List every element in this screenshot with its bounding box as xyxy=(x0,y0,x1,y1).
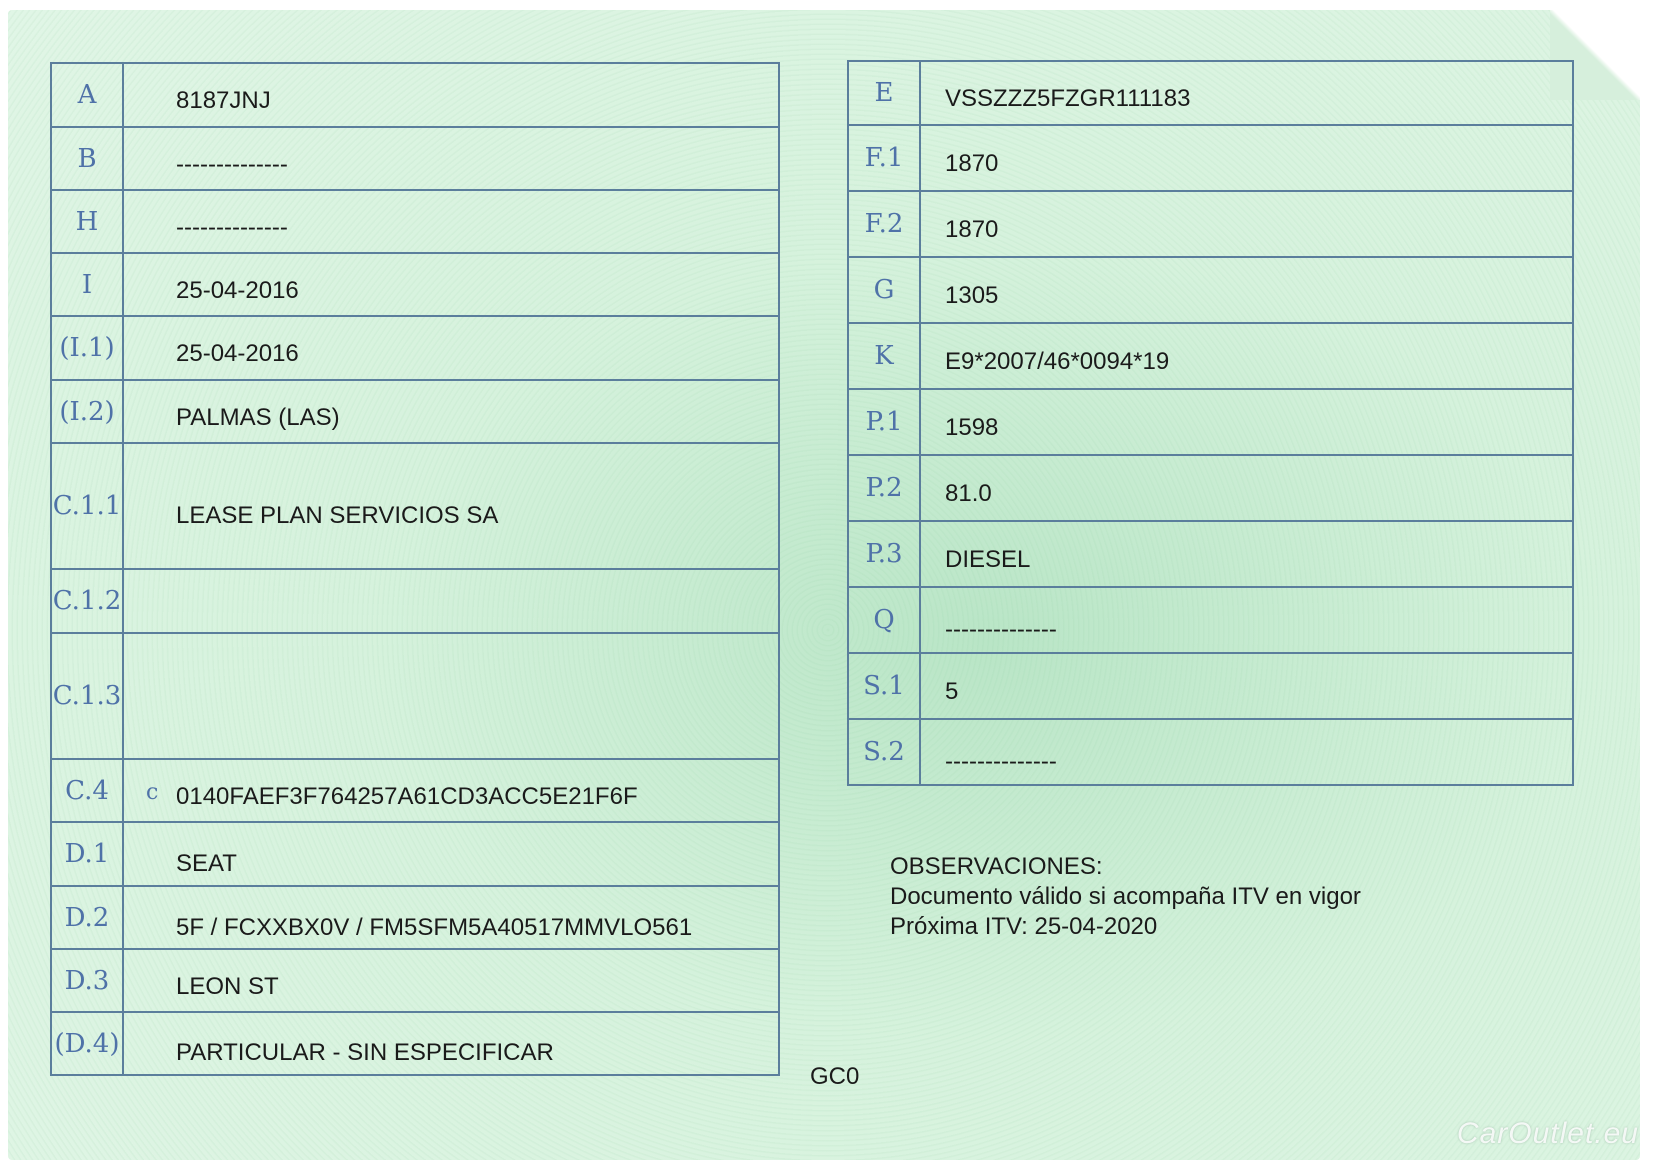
field-row-a xyxy=(51,63,779,127)
field-value xyxy=(123,253,779,316)
field-value-text: PARTICULAR - SIN ESPECIFICAR xyxy=(176,1038,554,1066)
field-value xyxy=(920,719,1573,785)
field-row-p2 xyxy=(848,455,1573,521)
observations-heading: OBSERVACIONES: xyxy=(890,853,1103,880)
field-label: C.1.3 xyxy=(51,633,123,759)
field-row-f2 xyxy=(848,191,1573,257)
field-sublabel: c xyxy=(146,780,159,805)
field-value xyxy=(920,389,1573,455)
field-row-d2 xyxy=(51,886,779,949)
field-label: Q xyxy=(848,587,920,653)
field-value-text xyxy=(124,595,778,607)
field-label: F.2 xyxy=(848,191,920,257)
field-label: C.1.1 xyxy=(51,443,123,569)
field-value xyxy=(123,822,779,886)
field-label: F.1 xyxy=(848,125,920,191)
field-value-text: -------------- xyxy=(176,150,288,178)
field-label: (D.4) xyxy=(51,1012,123,1075)
field-row-d1 xyxy=(51,822,779,886)
field-label: S.2 xyxy=(848,719,920,785)
field-value xyxy=(123,759,779,822)
field-value-text: LEASE PLAN SERVICIOS SA xyxy=(176,502,499,529)
field-value-text: LEON ST xyxy=(176,972,279,1000)
observations-line: Documento válido si acompaña ITV en vigor xyxy=(890,883,1361,910)
field-row-c12 xyxy=(51,569,779,633)
field-value xyxy=(920,191,1573,257)
field-row-p3 xyxy=(848,521,1573,587)
field-label: E xyxy=(848,61,920,125)
field-row-f1 xyxy=(848,125,1573,191)
field-row-q xyxy=(848,587,1573,653)
field-row-b xyxy=(51,127,779,190)
field-value-text: VSSZZZ5FZGR111183 xyxy=(945,85,1191,112)
document-code: GC0 xyxy=(810,1063,860,1090)
field-value-text: DIESEL xyxy=(945,546,1031,573)
field-row-c11 xyxy=(51,443,779,569)
field-row-p1 xyxy=(848,389,1573,455)
field-label: D.2 xyxy=(51,886,123,949)
field-value xyxy=(920,323,1573,389)
field-row-d4 xyxy=(51,1012,779,1075)
field-row-d3 xyxy=(51,949,779,1012)
field-value-text: 1870 xyxy=(945,150,999,177)
field-label: K xyxy=(848,323,920,389)
left-field-table xyxy=(50,62,780,1076)
field-label: A xyxy=(51,63,123,127)
field-value-text: 81.0 xyxy=(945,480,992,507)
field-row-i2 xyxy=(51,380,779,443)
field-value-text: 5 xyxy=(945,678,959,705)
field-value-text: 25-04-2016 xyxy=(176,340,299,367)
field-value xyxy=(123,633,779,759)
field-value xyxy=(123,190,779,253)
field-row-e xyxy=(848,61,1573,125)
field-row-i xyxy=(51,253,779,316)
field-label: (I.1) xyxy=(51,316,123,380)
field-row-g xyxy=(848,257,1573,323)
field-value-text: 25-04-2016 xyxy=(176,276,299,304)
field-label: H xyxy=(51,190,123,253)
field-value xyxy=(920,455,1573,521)
field-value xyxy=(123,63,779,127)
field-row-c4 xyxy=(51,759,779,822)
field-label: P.2 xyxy=(848,455,920,521)
field-value-text xyxy=(124,690,778,702)
field-label: B xyxy=(51,127,123,190)
field-row-i1 xyxy=(51,316,779,380)
field-value-text: 0140FAEF3F764257A61CD3ACC5E21F6F xyxy=(176,782,638,810)
field-value xyxy=(920,587,1573,653)
field-value-text: 8187JNJ xyxy=(176,87,271,114)
field-label: C.4 xyxy=(51,759,123,822)
field-value xyxy=(920,521,1573,587)
observations-block xyxy=(890,852,1361,942)
field-value-text: PALMAS (LAS) xyxy=(176,403,340,431)
field-row-k xyxy=(848,323,1573,389)
field-value xyxy=(920,125,1573,191)
field-value-text: 1870 xyxy=(945,216,999,243)
field-value-text: -------------- xyxy=(945,616,1057,643)
field-label: I xyxy=(51,253,123,316)
field-row-s2 xyxy=(848,719,1573,785)
field-value xyxy=(920,61,1573,125)
field-value-text: 5F / FCXXBX0V / FM5SFM5A40517MMVLO561 xyxy=(176,913,693,941)
field-value xyxy=(123,443,779,569)
field-value xyxy=(123,886,779,949)
field-value xyxy=(920,653,1573,719)
field-value xyxy=(123,569,779,633)
field-value-text: 1598 xyxy=(945,414,999,441)
field-value xyxy=(123,316,779,380)
field-value xyxy=(123,127,779,190)
right-field-table xyxy=(847,60,1574,786)
field-row-c13 xyxy=(51,633,779,759)
field-value xyxy=(920,257,1573,323)
field-label: P.1 xyxy=(848,389,920,455)
field-label: G xyxy=(848,257,920,323)
field-label: S.1 xyxy=(848,653,920,719)
field-label: D.3 xyxy=(51,949,123,1012)
field-label: (I.2) xyxy=(51,380,123,443)
observations-line: Próxima ITV: 25-04-2020 xyxy=(890,913,1158,940)
field-value xyxy=(123,380,779,443)
field-value xyxy=(123,1012,779,1075)
field-value-text: -------------- xyxy=(945,748,1057,775)
field-row-h xyxy=(51,190,779,253)
field-value-text: -------------- xyxy=(176,213,288,241)
field-value xyxy=(123,949,779,1012)
field-value-text: E9*2007/46*0094*19 xyxy=(945,348,1170,375)
field-label: D.1 xyxy=(51,822,123,886)
watermark-logo: CarOutlet.eu xyxy=(1456,1117,1639,1150)
field-row-s1 xyxy=(848,653,1573,719)
field-value-text: 1305 xyxy=(945,282,999,309)
field-label: P.3 xyxy=(848,521,920,587)
field-label: C.1.2 xyxy=(51,569,123,633)
field-value-text: SEAT xyxy=(176,850,237,877)
